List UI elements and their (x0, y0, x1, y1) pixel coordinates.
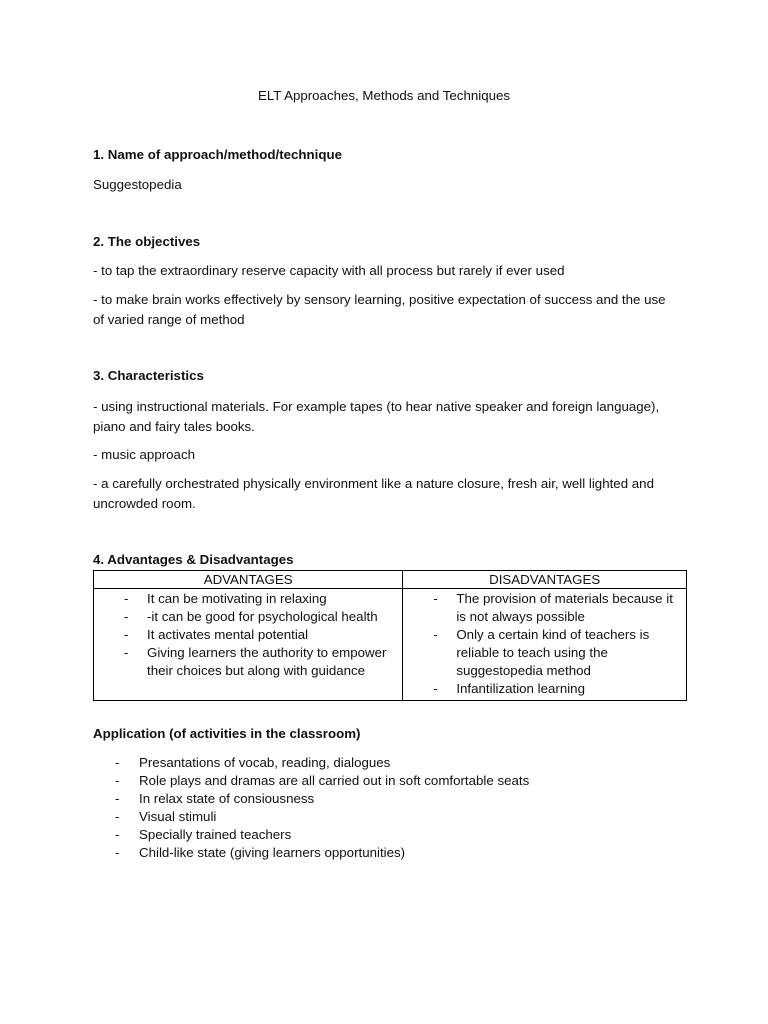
objective-item: - to make brain works effectively by sensory learning, positive expectation of success and the use of varied range of method (93, 292, 666, 327)
section-2-heading: 2. The objectives (93, 234, 201, 249)
application-item: - Presantations of vocab, reading, dialogues (115, 755, 391, 770)
section-4-heading: 4. Advantages & Disadvantages (93, 552, 294, 567)
objective-item: - to tap the extraordinary reserve capacity with all process but rarely if ever used (93, 263, 565, 278)
application-item: - In relax state of consiousness (115, 791, 315, 806)
application-heading: Application (of activities in the classroom) (93, 726, 361, 741)
characteristic-item: - using instructional materials. For example tapes (to hear native speaker and foreign language), piano and fairy tales books. (93, 399, 660, 434)
application-item: - Specially trained teachers (115, 827, 292, 842)
advantages-cell (94, 589, 403, 701)
disadvantages-header: DISADVANTAGES (403, 571, 687, 589)
disadvantage-item: - Infantilization learning (433, 681, 585, 696)
section-3-heading: 3. Characteristics (93, 368, 204, 383)
application-item: - Child-like state (giving learners opportunities) (115, 845, 406, 860)
section-1-heading: 1. Name of approach/method/technique (93, 147, 342, 162)
application-item: - Role plays and dramas are all carried out in soft comfortable seats (115, 773, 530, 788)
advantage-item: - -it can be good for psychological health (124, 609, 378, 624)
advantage-item: - It activates mental potential (124, 627, 309, 642)
disadvantage-item: - Only a certain kind of teachers is reliable to teach using the suggestopedia method (433, 627, 650, 678)
disadvantage-item: - The provision of materials because it is not always possible (433, 591, 673, 624)
application-item: - Visual stimuli (115, 809, 217, 824)
application-list (93, 754, 693, 862)
advantage-item: - It can be motivating in relaxing (124, 591, 327, 606)
advantage-item: - Giving learners the authority to empower their choices but along with guidance (124, 645, 387, 678)
characteristic-item: - music approach (93, 447, 195, 462)
disadvantages-cell (403, 589, 687, 701)
advantages-table (93, 570, 687, 701)
advantages-header: ADVANTAGES (94, 571, 403, 589)
characteristic-item: - a carefully orchestrated physically environment like a nature closure, fresh air, well lighted and uncrowded room. (93, 476, 654, 511)
approach-name: Suggestopedia (93, 177, 182, 192)
document-title: ELT Approaches, Methods and Techniques (257, 88, 511, 103)
